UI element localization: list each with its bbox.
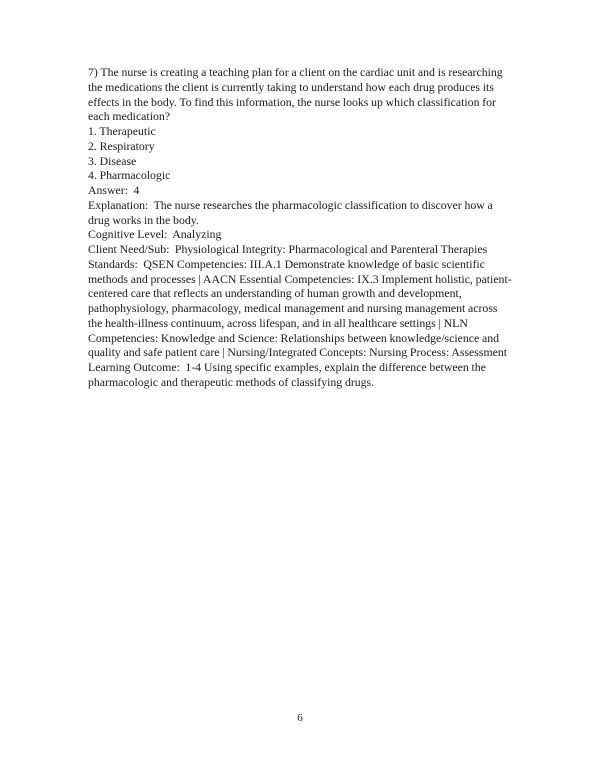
answer-label: Answer: xyxy=(88,183,134,197)
client-need-value: Physiological Integrity: Pharmacological and Parenteral Therapies xyxy=(174,242,488,256)
cognitive-level-label: Cognitive Level: xyxy=(88,227,173,242)
question-block xyxy=(88,65,512,390)
client-need-label: Client Need/Sub: xyxy=(88,242,175,256)
page-number: 6 xyxy=(297,712,303,724)
cognitive-level-line xyxy=(88,227,512,242)
learning-outcome-value: 1-4 Using specific examples, explain the difference between the pharmacologic and therapeutic methods of classifying drugs. xyxy=(88,360,489,389)
question-number: 7) xyxy=(88,65,101,79)
standards-value: QSEN Competencies: III.A.1 Demonstrate knowledge of basic scientific methods and processes | AACN Essential Competencies: IX.3 Implement holistic, patient-centered care that reflects an understanding of human growth and development, pathophysiology, pharmacology, medical management and nursing management across the health-illness continuum, across lifespan, and in all healthcare settings | NLN Competencies: Knowledge and Science: Relationships between knowledge/science and quality and safe patient care | Nursing/Integrated Concepts: Nursing Process: Assessment xyxy=(88,256,512,360)
cognitive-level-value: Analyzing xyxy=(172,227,222,242)
client-need-line xyxy=(88,242,512,257)
answer-option-2: 2. Respiratory xyxy=(88,138,155,153)
question-stem-text: The nurse is creating a teaching plan for a client on the cardiac unit and is researching the medications the client is currently taking to understand how each drug produces its effects in the body. To find this information, the nurse looks up which classification for each medication? xyxy=(88,65,506,124)
standards-label: Standards: xyxy=(88,256,144,271)
explanation-line xyxy=(88,198,512,228)
standards-line xyxy=(88,257,512,360)
learning-outcome-line xyxy=(88,360,512,390)
answer-option-1: 1. Therapeutic xyxy=(88,124,156,138)
explanation-text: The nurse researches the pharmacologic classification to discover how a drug works in the body. xyxy=(88,197,496,227)
answer-line xyxy=(88,183,512,198)
answer-option-4: 4. Pharmacologic xyxy=(88,168,171,183)
answer-value: 4 xyxy=(133,183,140,197)
learning-outcome-label: Learning Outcome: xyxy=(88,360,186,374)
explanation-label: Explanation: xyxy=(88,197,154,212)
question-stem xyxy=(88,65,512,124)
answer-option-3: 3. Disease xyxy=(88,153,137,168)
